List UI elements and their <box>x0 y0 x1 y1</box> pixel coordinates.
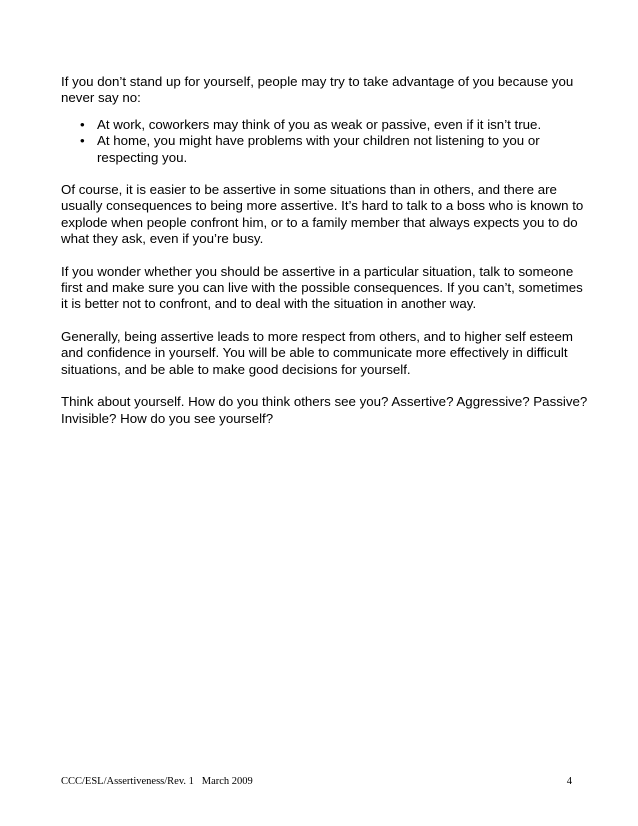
list-item <box>80 133 591 166</box>
bullet-icon: • <box>80 133 85 149</box>
footer-document-id: CCC/ESL/Assertiveness/Rev. 1 March 2009 <box>61 776 253 787</box>
paragraph-situations: Of course, it is easier to be assertive in some situations than in others, and there are usually consequences to being more assertive. It’s hard to talk to a boss who is known to explode when people confront him, or to a family member that always expects you to do what they ask, even if you’re busy. <box>61 182 584 247</box>
paragraph-intro: If you don’t stand up for yourself, people may try to take advantage of you because you never say no: <box>61 74 574 106</box>
page-number: 4 <box>566 776 572 787</box>
page-content <box>61 74 591 443</box>
list-item <box>80 116 591 133</box>
bullet-icon: • <box>80 116 85 132</box>
list-item-text: At work, coworkers may think of you as weak or passive, even if it isn’t true. <box>97 116 542 132</box>
list-item-text: At home, you might have problems with your children not listening to you or respecting you. <box>97 133 540 165</box>
paragraph-benefits: Generally, being assertive leads to more respect from others, and to higher self esteem and confidence in yourself. You will be able to communicate more effectively in difficult situations, and be able to make good decisions for yourself. <box>61 328 573 377</box>
paragraph-wonder: If you wonder whether you should be assertive in a particular situation, talk to someone first and make sure you can live with the possible consequences. If you can’t, sometimes it is better not to confront, and to deal with the situation in another way. <box>61 263 583 312</box>
bullet-list <box>61 117 591 166</box>
paragraph-reflection: Think about yourself. How do you think others see you? Assertive? Aggressive? Passive? Invisible? How do you see yourself? <box>61 394 588 426</box>
